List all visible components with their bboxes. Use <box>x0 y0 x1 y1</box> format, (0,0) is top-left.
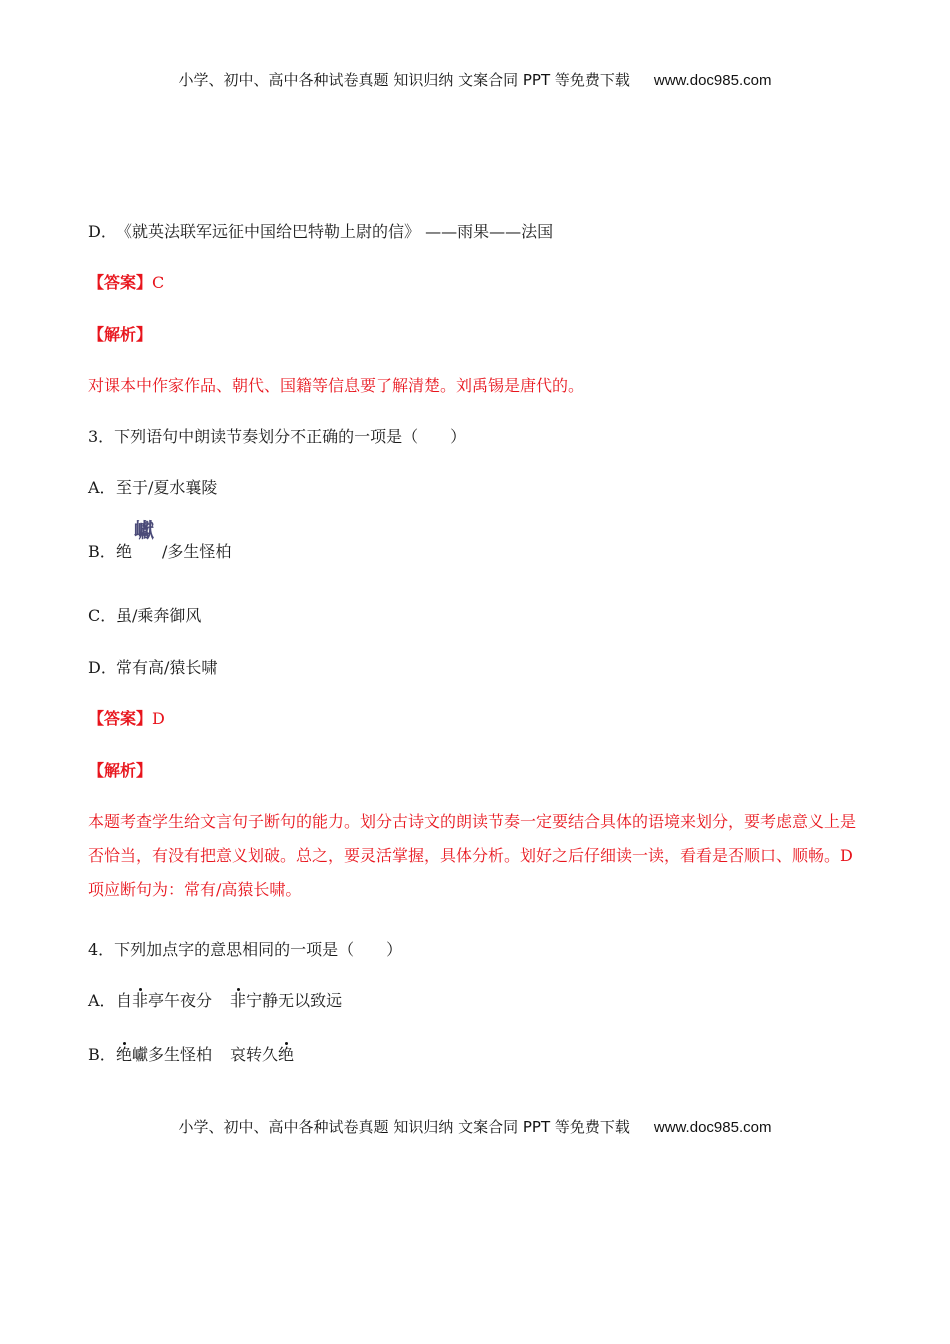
q3-option-c <box>88 606 201 626</box>
option-text: 常有高/猿长啸 <box>116 658 218 677</box>
option-letter: D． <box>88 222 117 241</box>
text-post: 巘多生怪柏 <box>132 1045 213 1064</box>
option-text: 《就英法联军远征中国给巴特勒上尉的信》 ——雨果——法国 <box>116 222 554 241</box>
option-letter: A． <box>88 478 116 497</box>
header-banner-text: 小学、初中、高中各种试卷真题 知识归纳 文案合同 PPT 等免费下载 <box>178 71 630 89</box>
analysis-label: 【解析】 <box>88 761 153 780</box>
option-letter: B． <box>88 1045 116 1064</box>
q2-analysis-text: 对课本中作家作品、朝代、国籍等信息要了解清楚。刘禹锡是唐代的。 <box>88 376 585 395</box>
analysis-label: 【解析】 <box>88 325 153 344</box>
footer-banner <box>0 1116 950 1137</box>
q2-option-d <box>88 222 553 242</box>
q3-analysis-text: 本题考查学生给文言句子断句的能力。划分古诗文的朗读节奏一定要结合具体的语境来划分，要考虑意义上是否恰当，有没有把意义划破。总之，要灵活掌握，具体分析。划好之后仔细读一读，看看是否顺口、顺畅。D 项应断句为：常有/高猿长啸。 <box>88 812 857 899</box>
dotted-char: 非 <box>230 991 247 1010</box>
option-letter: D． <box>88 658 117 677</box>
option-text-before: 绝 <box>116 542 133 561</box>
q3-answer <box>88 709 165 729</box>
q3-option-b <box>88 518 232 562</box>
dotted-char: 绝 <box>278 1045 295 1064</box>
option-letter: B． <box>88 542 116 561</box>
footer-banner-url[interactable]: www.doc985.com <box>653 1119 772 1136</box>
dotted-char: 非 <box>132 991 149 1010</box>
answer-value: D <box>152 709 165 728</box>
q3-option-a <box>88 478 217 498</box>
q3-stem: 3．下列语句中朗读节奏划分不正确的一项是（ ） <box>88 427 467 446</box>
text-post: 亭午夜分 <box>148 991 213 1010</box>
q4-option-b <box>88 1045 294 1065</box>
inline-glyph-text: 巘 <box>134 518 153 542</box>
q3-analysis-label <box>88 761 152 781</box>
q4-option-a <box>88 991 342 1011</box>
header-banner <box>0 69 950 90</box>
text-pre: 哀转久 <box>230 1045 279 1064</box>
dotted-char: 绝 <box>116 1045 133 1064</box>
q2-analysis-label <box>88 325 152 345</box>
q2-answer <box>88 273 164 293</box>
footer-banner-text: 小学、初中、高中各种试卷真题 知识归纳 文案合同 PPT 等免费下载 <box>178 1118 630 1136</box>
header-banner-url[interactable]: www.doc985.com <box>653 72 772 89</box>
option-letter: A． <box>88 991 116 1010</box>
answer-label: 【答案】 <box>88 709 153 728</box>
text-post: 宁静无以致远 <box>246 991 343 1010</box>
text-pre: 自 <box>116 991 133 1010</box>
q3-option-d <box>88 658 217 678</box>
answer-value: C <box>152 273 165 292</box>
inline-glyph-image <box>132 518 162 562</box>
option-text: 至于/夏水襄陵 <box>116 478 218 497</box>
answer-label: 【答案】 <box>88 273 153 292</box>
option-text: 虽/乘奔御风 <box>116 606 202 625</box>
q4-stem: 4．下列加点字的意思相同的一项是（ ） <box>88 940 403 959</box>
option-letter: C． <box>88 606 117 625</box>
option-text-after: /多生怪柏 <box>162 542 232 561</box>
